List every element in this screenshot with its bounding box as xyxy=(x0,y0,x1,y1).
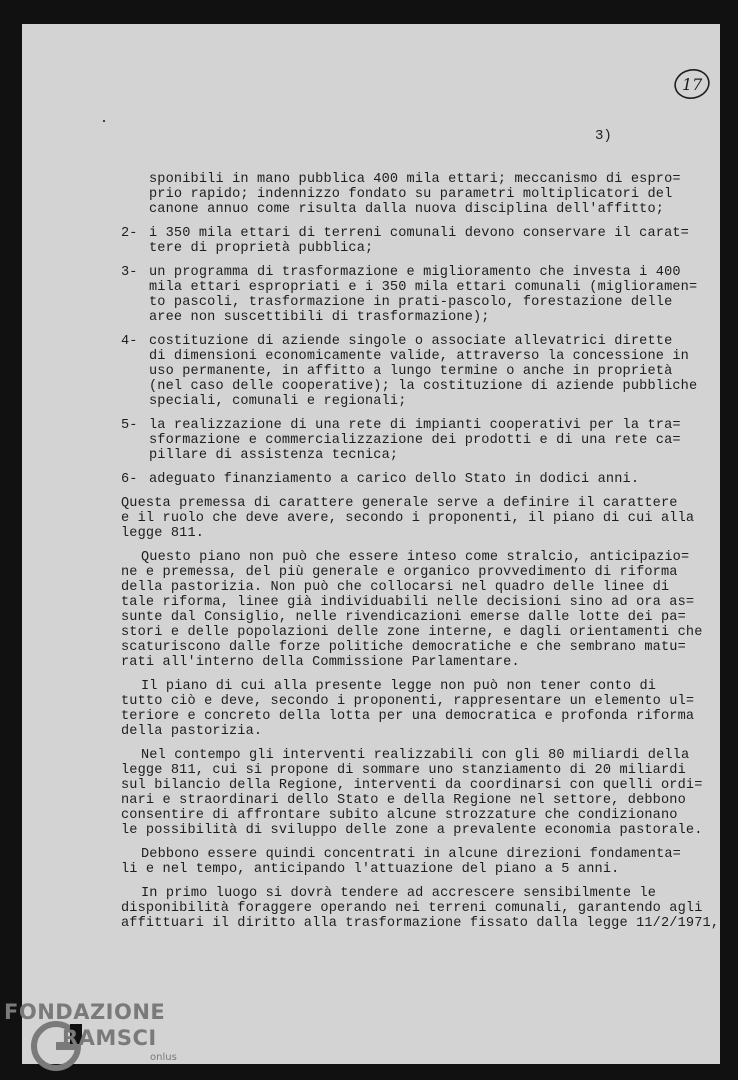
text-line: sformazione e commercializzazione dei prodotti e di una rete ca= xyxy=(149,433,681,448)
archive-stamp xyxy=(672,64,714,102)
text-line: Debbono essere quindi concentrati in alcune direzioni fondamenta= xyxy=(141,847,681,862)
list-item xyxy=(121,472,706,487)
speck-marks-icon xyxy=(84,112,110,124)
list-item xyxy=(121,265,706,325)
text-line: della pastorizia. xyxy=(121,724,263,739)
text-line: speciali, comunali e regionali; xyxy=(149,394,407,409)
watermark-logo xyxy=(4,1000,204,1076)
text-line: teriore e concreto della lotta per una democratica e profonda riforma xyxy=(121,709,695,724)
text-line: sunte dal Consiglio, nelle rivendicazioni emerse dalle lotte dei pa= xyxy=(121,610,686,625)
text-line: rati all'interno della Commissione Parlamentare. xyxy=(121,655,520,670)
text-line: li e nel tempo, anticipando l'attuazione del piano a 5 anni. xyxy=(121,862,620,877)
stamp-number: 17 xyxy=(682,75,703,94)
text-line: stori e delle popolazioni delle zone interne, e dagli orientamenti che xyxy=(121,625,703,640)
page-number: 3) xyxy=(595,128,612,144)
list-item-number: 6- xyxy=(121,472,138,487)
text-line: scaturiscono dalle forze politiche democratiche e che sembrano matu= xyxy=(121,640,686,655)
list-item-number: 4- xyxy=(121,334,138,349)
list-item xyxy=(121,226,706,256)
text-line: Questa premessa di carattere generale serve a definire il carattere xyxy=(121,496,678,511)
intro-paragraph xyxy=(121,172,706,217)
text-line: mila ettari espropriati e i 350 mila ettari comunali (miglioramen= xyxy=(149,280,698,295)
text-line: Nel contempo gli interventi realizzabili con gli 80 miliardi della xyxy=(141,748,690,763)
text-line: Questo piano non può che essere inteso come stralcio, anticipazio= xyxy=(141,550,690,565)
body-paragraph xyxy=(121,496,706,541)
text-line: tale riforma, linee già individuabili nelle decisioni sino ad ora as= xyxy=(121,595,695,610)
text-line: prio rapido; indennizzo fondato su parametri moltiplicatori del xyxy=(149,187,673,202)
text-line: pillare di assistenza tecnica; xyxy=(149,448,399,463)
body-paragraph xyxy=(121,550,706,670)
text-line: un programma di trasformazione e miglioramento che investa i 400 xyxy=(149,265,681,280)
text-line: uso permanente, in affitto a lungo termine o anche in proprietà xyxy=(149,364,673,379)
text-line: affittuari il diritto alla trasformazione fissato dalla legge 11/2/1971, xyxy=(121,916,720,931)
text-line: i 350 mila ettari di terreni comunali devono conservare il carat= xyxy=(149,226,689,241)
text-line: di dimensioni economicamente valide, attraverso la concessione in xyxy=(149,349,689,364)
text-line: adeguato finanziamento a carico dello Stato in dodici anni. xyxy=(149,472,640,487)
text-line: della pastorizia. Non può che collocarsi nel quadro delle linee di xyxy=(121,580,670,595)
text-line: costituzione di aziende singole o associate allevatrici dirette xyxy=(149,334,673,349)
stamp-circle-icon xyxy=(672,64,714,102)
watermark-line3: onlus xyxy=(150,1052,177,1063)
text-line: legge 811. xyxy=(121,526,205,541)
text-line: ne e premessa, del più generale e organico provvedimento di riforma xyxy=(121,565,678,580)
body-paragraph xyxy=(121,679,706,739)
document-page xyxy=(22,24,720,1064)
document-body xyxy=(121,172,720,940)
text-line: tere di proprietà pubblica; xyxy=(149,241,374,256)
text-line: nari e straordinari dello Stato e della Regione nel settore, debbono xyxy=(121,793,686,808)
text-line: sponibili in mano pubblica 400 mila ettari; meccanismo di espro= xyxy=(149,172,681,187)
list-item xyxy=(121,334,706,409)
text-line: consentire di affrontare subito alcune strozzature che condizionano xyxy=(121,808,678,823)
text-line: canone annuo come risulta dalla nuova disciplina dell'affitto; xyxy=(149,202,665,217)
text-line: tutto ciò e deve, secondo i proponenti, rappresentare un elemento ul= xyxy=(121,694,695,709)
body-paragraph xyxy=(121,748,706,838)
text-line: le possibilità di sviluppo delle zone a prevalente economia pastorale. xyxy=(121,823,703,838)
text-line: sul bilancio della Regione, interventi da coordinarsi con quelli ordi= xyxy=(121,778,703,793)
text-line: (nel caso delle cooperative); la costituzione di aziende pubbliche xyxy=(149,379,698,394)
text-line: disponibilità foraggere operando nei terreni comunali, garantendo agli xyxy=(121,901,703,916)
text-line: Il piano di cui alla presente legge non può non tener conto di xyxy=(141,679,657,694)
text-line: In primo luogo si dovrà tendere ad accrescere sensibilmente le xyxy=(141,886,657,901)
watermark-line1: FONDAZIONE xyxy=(4,1000,166,1024)
text-line: e il ruolo che deve avere, secondo i proponenti, il piano di cui alla xyxy=(121,511,695,526)
list-item xyxy=(121,418,706,463)
text-line: legge 811, cui si propone di sommare uno stanziamento di 20 miliardi xyxy=(121,763,686,778)
list-item-number: 2- xyxy=(121,226,138,241)
text-line: to pascoli, trasformazione in prati-pascolo, forestazione delle xyxy=(149,295,673,310)
watermark-line2: RAMSCI xyxy=(62,1026,157,1050)
text-line: la realizzazione di una rete di impianti cooperativi per la tra= xyxy=(149,418,681,433)
body-paragraph xyxy=(121,886,720,931)
list-item-number: 3- xyxy=(121,265,138,280)
text-line: aree non suscettibili di trasformazione); xyxy=(149,310,490,325)
list-item-number: 5- xyxy=(121,418,138,433)
body-paragraph xyxy=(121,847,706,877)
